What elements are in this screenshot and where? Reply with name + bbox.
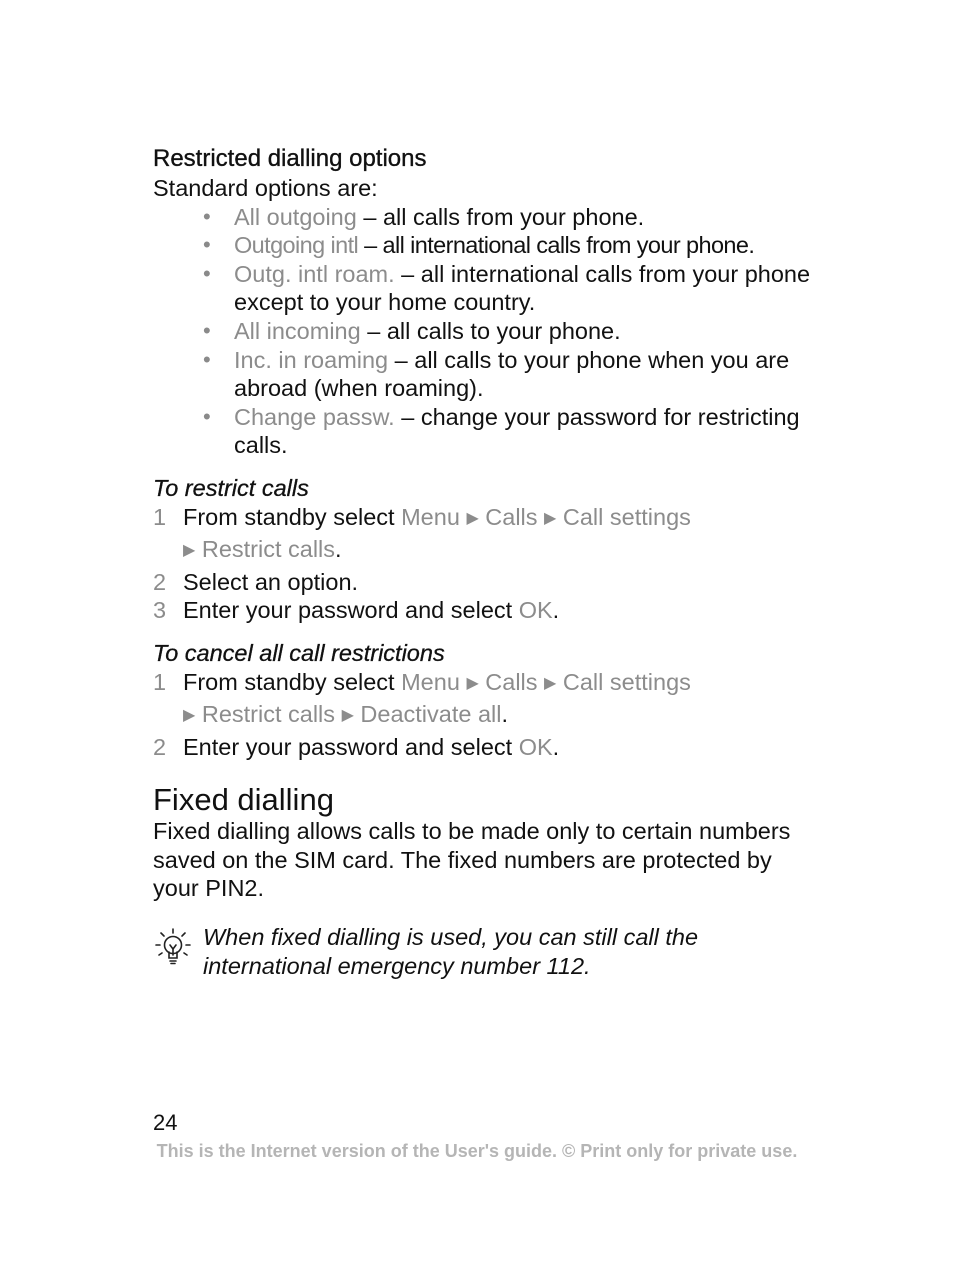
step-end: . [552, 597, 560, 624]
option-term: All incoming [234, 317, 361, 344]
bullet-icon: • [203, 317, 211, 343]
step-text: From standby select [183, 503, 402, 530]
arrow-right-icon: ▶ [466, 674, 479, 692]
step-number: 1 [153, 668, 167, 695]
list-item [153, 403, 813, 460]
step-text: Enter your password and select [183, 733, 519, 760]
fixed-dialling-description: Fixed dialling allows calls to be made only to certain numbers saved on the SIM card. The fixed numbers are protected by your PIN2. [153, 818, 791, 902]
step-item [153, 503, 813, 568]
list-item [153, 260, 813, 317]
arrow-right-icon: ▶ [466, 509, 479, 527]
step-number: 1 [153, 503, 167, 530]
cancel-restrictions-title: To cancel all call restrictions [153, 639, 445, 666]
menu-path-menu: Menu [401, 668, 460, 695]
menu-path-restrict-calls: Restrict calls [201, 701, 336, 728]
fixed-dialling-heading: Fixed dialling [153, 782, 334, 818]
restrict-calls-steps [153, 503, 813, 625]
step-end: . [552, 733, 560, 760]
step-item [153, 568, 813, 597]
menu-path-call-settings: Call settings [562, 503, 691, 530]
option-description: – all international calls from your phone except to your home country. [234, 260, 811, 316]
lightbulb-icon [153, 925, 193, 967]
arrow-right-icon: ▶ [544, 674, 557, 692]
bullet-icon: • [203, 260, 211, 286]
step-end: . [501, 701, 509, 728]
arrow-right-icon: ▶ [183, 542, 196, 560]
restrict-calls-title: To restrict calls [153, 474, 309, 501]
step-text: From standby select [183, 668, 402, 695]
list-item [153, 231, 813, 260]
footer-copyright-note: This is the Internet version of the User's guide. © Print only for private use. [156, 1141, 798, 1161]
option-description: – all calls to your phone. [360, 317, 621, 344]
option-term: Outgoing intl [234, 232, 359, 259]
option-term: Inc. in roaming [234, 346, 389, 373]
menu-path-calls: Calls [485, 503, 538, 530]
page-number: 24 [153, 1110, 178, 1135]
arrow-right-icon: ▶ [544, 509, 557, 527]
step-number: 2 [153, 733, 167, 760]
restricted-dialling-heading: Restricted dialling options [153, 145, 427, 172]
tip-text: When fixed dialling is used, you can still call the international emergency number 112. [203, 924, 699, 979]
arrow-right-icon: ▶ [341, 707, 354, 725]
step-number: 2 [153, 568, 167, 595]
standard-options-intro: Standard options are: [153, 175, 378, 201]
list-item [153, 203, 813, 232]
bullet-icon: • [203, 346, 211, 372]
option-description: – change your password for restricting calls. [234, 403, 800, 459]
restriction-options-list [153, 203, 813, 460]
option-term: All outgoing [234, 203, 357, 230]
option-description: – all calls from your phone. [356, 203, 645, 230]
arrow-right-icon: ▶ [183, 707, 196, 725]
tip-note [153, 923, 813, 980]
bullet-icon: • [203, 203, 211, 229]
step-text: Select an option. [183, 568, 359, 595]
cancel-restrictions-steps [153, 668, 813, 762]
option-description: – all calls to your phone when you are abroad (when roaming). [234, 346, 790, 402]
step-end: . [335, 536, 342, 563]
option-term: Outg. intl roam. [234, 260, 395, 287]
manual-page [153, 144, 813, 980]
list-item [153, 317, 813, 346]
step-item [153, 596, 813, 625]
ok-softkey-label: OK [518, 597, 553, 624]
option-description: – all international calls from your phone. [358, 232, 755, 259]
list-item [153, 346, 813, 403]
bullet-icon: • [203, 232, 211, 258]
step-text: Enter your password and select [183, 597, 519, 624]
menu-path-menu: Menu [401, 503, 460, 530]
menu-path-deactivate-all: Deactivate all [360, 701, 502, 728]
ok-softkey-label: OK [518, 733, 553, 760]
option-term: Change passw. [234, 403, 395, 430]
menu-path-calls: Calls [485, 668, 538, 695]
step-number: 3 [153, 597, 167, 624]
bullet-icon: • [203, 403, 211, 429]
step-item [153, 668, 813, 733]
menu-path-restrict-calls: Restrict calls [201, 536, 336, 563]
step-item [153, 733, 813, 762]
menu-path-call-settings: Call settings [562, 668, 691, 695]
